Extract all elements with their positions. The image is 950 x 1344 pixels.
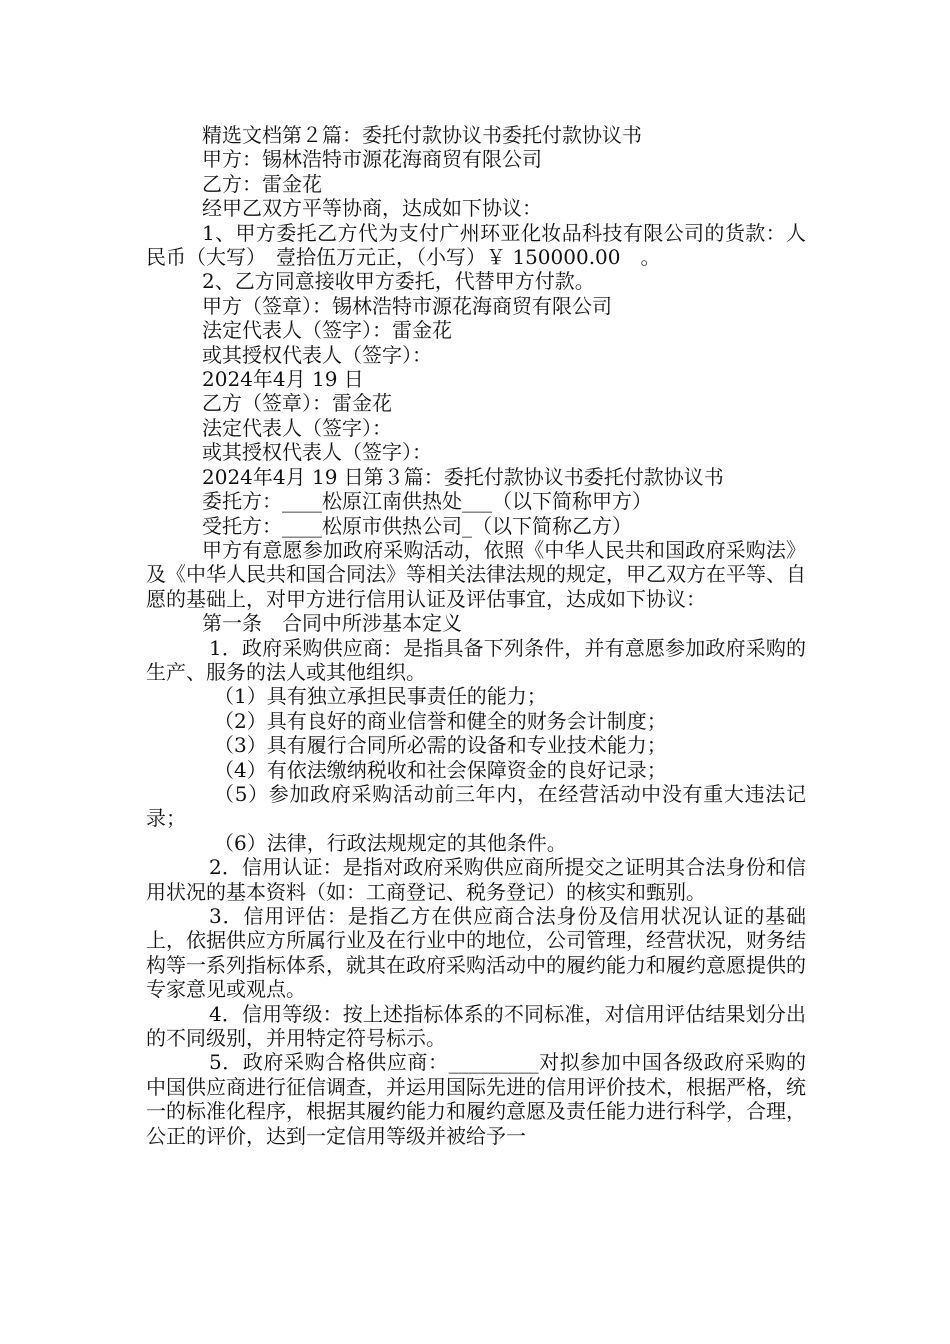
paragraph-cond-4: （4）有依法缴纳税收和社会保障资金的良好记录； (214, 757, 667, 782)
paragraph-article-1: 第一条 合同中所涉基本定义 (202, 611, 462, 636)
paragraph-intro: 经甲乙双方平等协商，达成如下协议： (202, 196, 542, 221)
paragraph-sign-b: 乙方（签章）：雷金花 (202, 391, 392, 416)
paragraph-auth-rep-a: 或其授权代表人（签字）： (202, 342, 432, 367)
paragraph-legal-rep-a: 法定代表人（签字）：雷金花 (202, 318, 452, 343)
paragraph-cond-3: （3）具有履行合同所必需的设备和专业技术能力； (214, 733, 667, 758)
paragraph-cond-2: （2）具有良好的商业信誉和健全的财务会计制度； (214, 708, 667, 733)
paragraph-sign-a: 甲方（签章）：锡林浩特市源花海商贸有限公司 (202, 293, 612, 318)
paragraph-title-line: 精选文档第２篇：委托付款协议书委托付款协议书 (202, 123, 642, 147)
paragraph-party-b: 乙方：雷金花 (202, 171, 322, 196)
paragraph-clause-2: 2、乙方同意接收甲方委托，代替甲方付款。 (202, 269, 595, 294)
paragraph-def-5: 5．政府采购合格供应商：_________对拟参加中国各级政府采购的中国供应商进行征信调查，并运用国际先进的信用评价技术，根据严格，统一的标准化程序，根据其履约能力和履约意愿及责任能力进行科学，合理，公正的评价，达到一定信用等级并被给予一 (146, 1050, 806, 1148)
paragraph-def-3: 3．信用评估：是指乙方在供应商合法身份及信用状况认证的基础上，依据供应方所属行业及在行业中的地位，公司管理，经营状况，财务结构等一系列指标体系，就其在政府采购活动中的履约能力和履约意愿提供的专家意见或观点。 (146, 904, 806, 1002)
paragraph-def-4: 4．信用等级：按上述指标体系的不同标准，对信用评估结果划分出的不同级别，并用特定符号标示。 (146, 1001, 806, 1051)
paragraph-def-2: 2．信用认证：是指对政府采购供应商所提交之证明其合法身份和信用状况的基本资料（如：工商登记、税务登记）的核实和甄别。 (146, 855, 806, 904)
paragraph-cond-6: （6）法律，行政法规规定的其他条件。 (214, 830, 567, 855)
paragraph-cond-1: （1）具有独立承担民事责任的能力； (214, 684, 547, 709)
paragraph-def-1: 1．政府采购供应商：是指具备下列条件，并有意愿参加政府采购的生产、服务的法人或其他组织。 (146, 635, 806, 684)
paragraph-date-a: 2024年4月 19 日 (202, 367, 364, 392)
document-body (146, 123, 806, 1148)
paragraph-preamble: 甲方有意愿参加政府采购活动，依照《中华人民共和国政府采购法》及《中华人民共和国合同法》等相关法律法规的规定，甲乙双方在平等、自愿的基础上，对甲方进行信用认证及评估事宜，达成如下协议： (146, 537, 806, 611)
paragraph-auth-rep-b: 或其授权代表人（签字）： (202, 440, 432, 465)
paragraph-agent: 受托方：____松原市供热公司_（以下简称乙方） (202, 513, 632, 538)
paragraph-principal: 委托方：____松原江南供热处___（以下简称甲方） (202, 489, 652, 514)
paragraph-clause-1: 1、甲方委托乙方代为支付广州环亚化妆品科技有限公司的货款：人民币（大写） 壹拾伍万元正，（小写）￥ 150000.00 。 (146, 220, 806, 270)
paragraph-date-b: 2024年4月 19 日第３篇：委托付款协议书委托付款协议书 (202, 464, 724, 489)
paragraph-cond-5: （5）参加政府采购活动前三年内，在经营活动中没有重大违法记录； (146, 781, 806, 831)
paragraph-legal-rep-b: 法定代表人（签字）： (202, 415, 392, 440)
paragraph-party-a: 甲方：锡林浩特市源花海商贸有限公司 (202, 147, 542, 172)
